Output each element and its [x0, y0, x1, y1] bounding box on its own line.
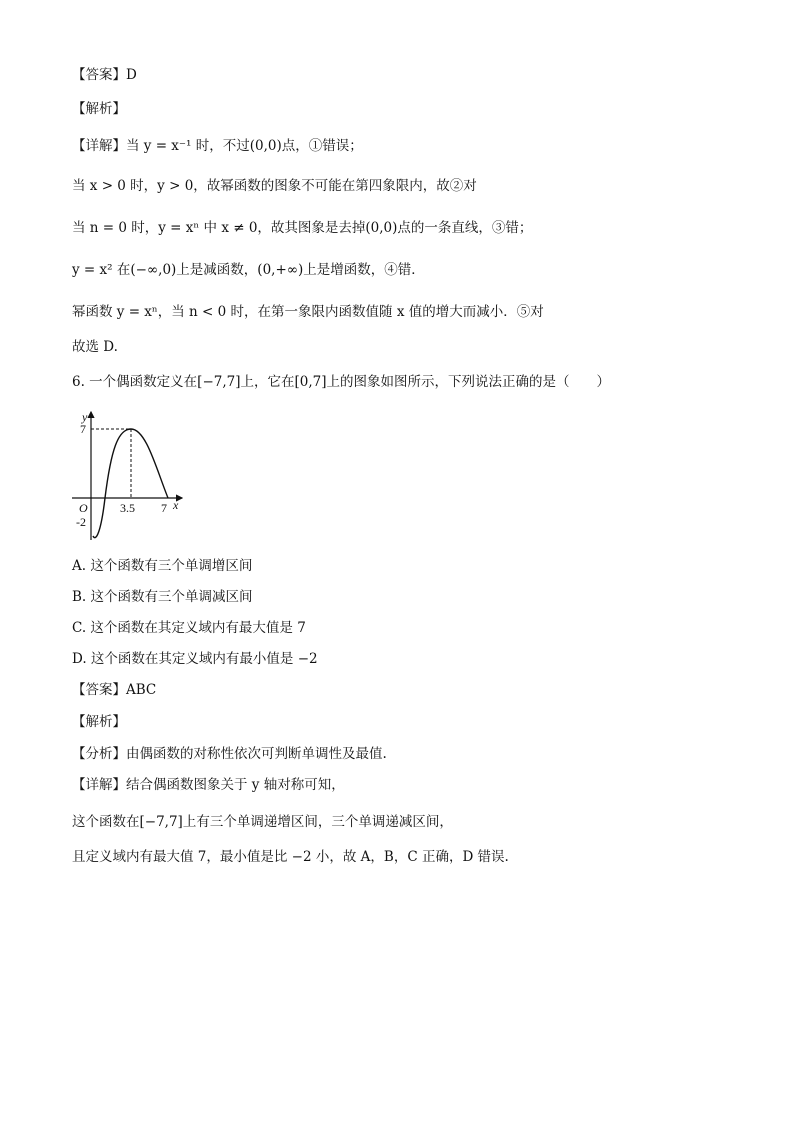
tick-label-3-5-x: 3.5	[120, 501, 135, 515]
option-a: A. 这个函数有三个单调增区间	[72, 558, 253, 574]
option-b: B. 这个函数有三个单调减区间	[72, 589, 253, 605]
option-d: D. 这个函数在其定义域内有最小值是 −2	[72, 651, 318, 667]
line-analysis-1: 【解析】	[72, 101, 126, 117]
line-detail-5: 幂函数 y = xⁿ，当 n < 0 时，在第一象限内函数值随 x 值的增大而减小．⑤对	[72, 304, 544, 320]
question-6: 6. 一个偶函数定义在[−7,7]上，它在[0,7]上的图象如图所示，下列说法正确的是（ ）	[72, 374, 610, 390]
option-c: C. 这个函数在其定义域内有最大值是 7	[72, 620, 306, 636]
line-detail-4: y = x² 在(−∞,0)上是减函数，(0,+∞)上是增函数，④错．	[72, 262, 425, 278]
line-detail-2: 当 x > 0 时，y > 0，故幂函数的图象不可能在第四象限内，故②对	[72, 178, 477, 194]
tick-label-7-x: 7	[161, 501, 167, 515]
line-answer-1: 【答案】D	[72, 67, 137, 83]
origin-label: O	[79, 501, 88, 515]
tick-label-neg2-y: -2	[76, 515, 86, 529]
x-axis-label: x	[173, 498, 179, 512]
line-answer-2: 【答案】ABC	[72, 682, 157, 698]
line-analysis-2: 【解析】	[72, 714, 126, 730]
y-axis-label: y	[82, 410, 88, 424]
line-detail-3: 当 n = 0 时，y = xⁿ 中 x ≠ 0，故其图象是去掉(0,0)点的一条直线，③错；	[72, 220, 533, 236]
line-detail-1: 【详解】当 y = x⁻¹ 时，不过(0,0)点，①错误；	[72, 138, 363, 154]
tick-label-7-y: 7	[80, 422, 86, 436]
line-detail-7: 这个函数在[−7,7]上有三个单调递增区间，三个单调递减区间，	[72, 814, 453, 830]
line-choose: 故选 D.	[72, 339, 118, 355]
line-analysis-note: 【分析】由偶函数的对称性依次可判断单调性及最值.	[72, 746, 387, 762]
line-detail-6: 【详解】结合偶函数图象关于 y 轴对称可知，	[72, 777, 345, 793]
function-graph	[70, 408, 190, 546]
line-detail-8: 且定义域内有最大值 7，最小值是比 −2 小，故 A，B，C 正确，D 错误.	[72, 849, 509, 865]
